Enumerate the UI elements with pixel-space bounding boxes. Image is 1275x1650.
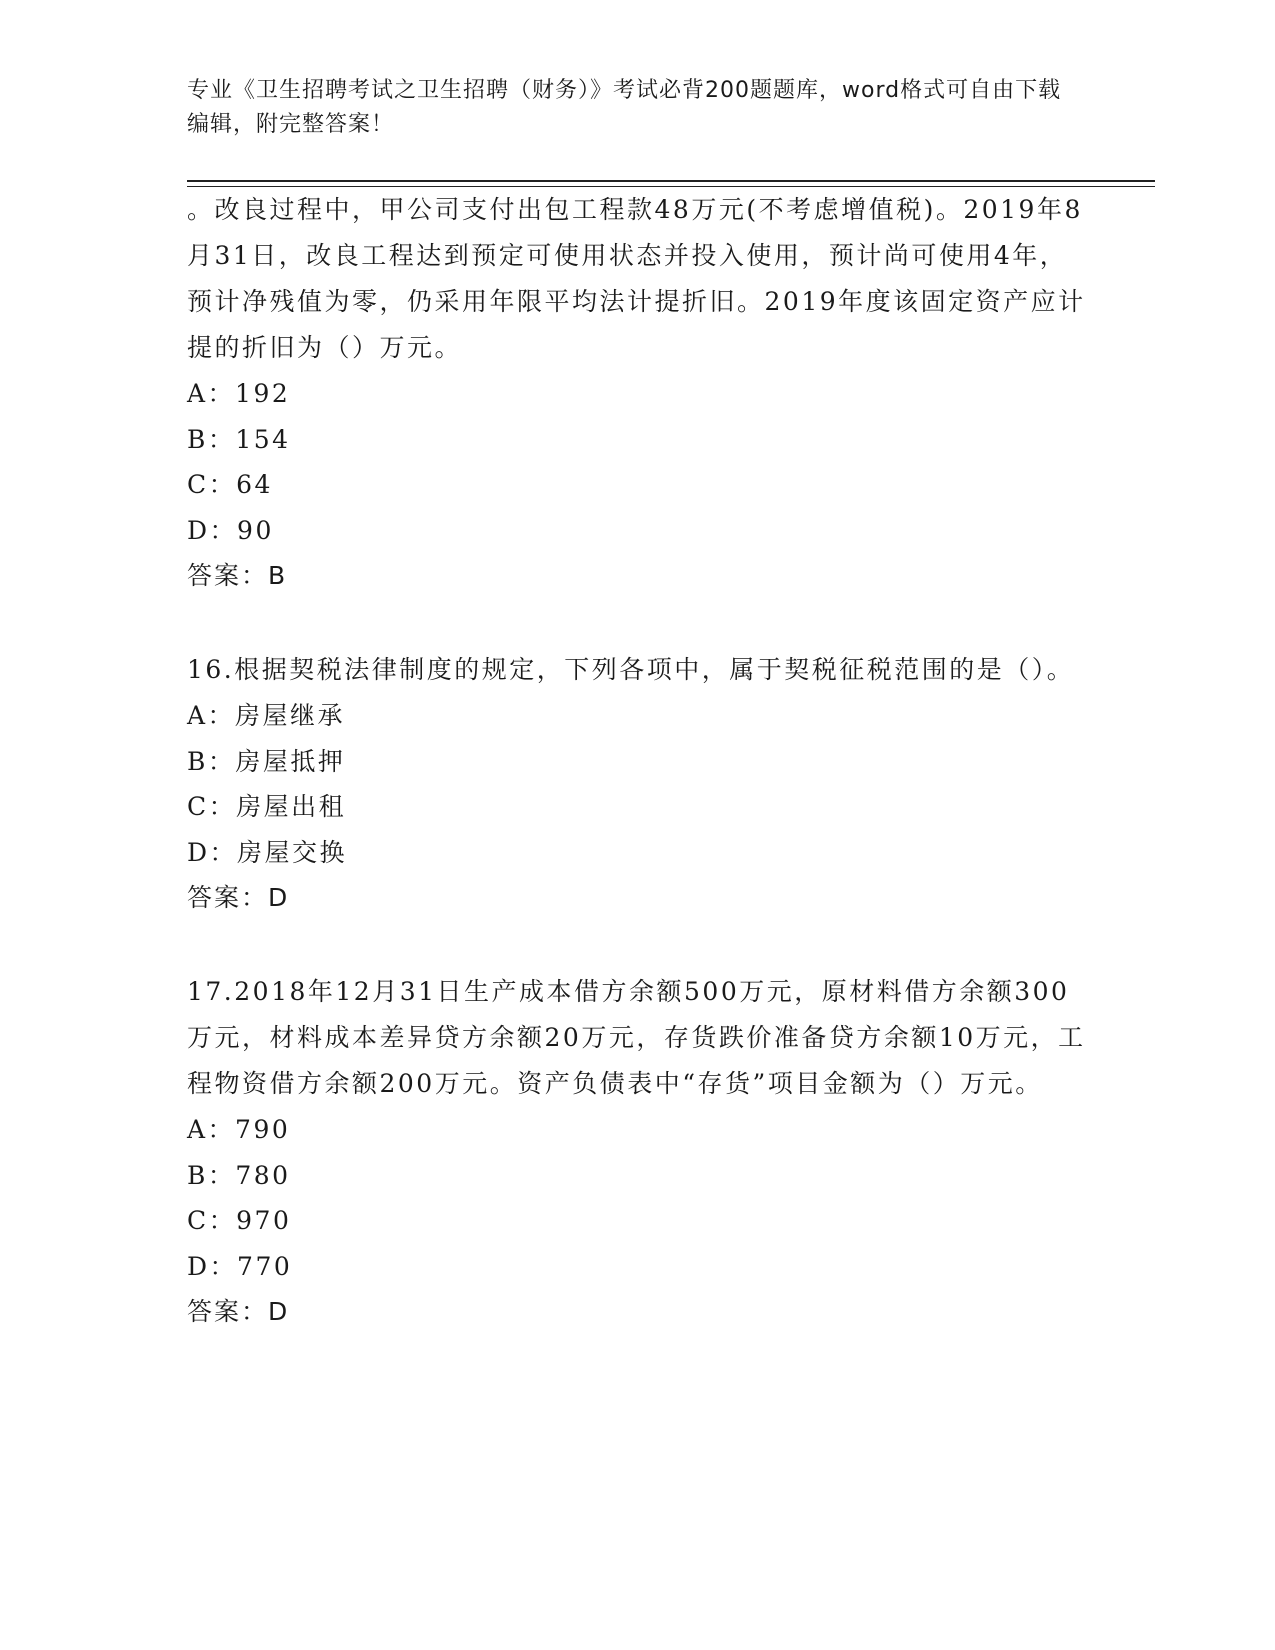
document-header: 专业《卫生招聘考试之卫生招聘（财务）》考试必背200题题库，word格式可自由下载编辑，附完整答案！ xyxy=(187,78,1062,137)
question-17 xyxy=(187,969,1087,1335)
option-a: A：192 xyxy=(187,379,291,408)
question-stem: 16.根据契税法律制度的规定，下列各项中，属于契税征税范围的是（）。 xyxy=(187,655,1075,684)
question-16 xyxy=(187,647,1087,921)
answer: 答案：D xyxy=(187,883,290,912)
option-a: A：790 xyxy=(187,1115,291,1144)
option-d: D：770 xyxy=(187,1251,293,1281)
option-a: A：房屋继承 xyxy=(187,701,346,730)
spacer xyxy=(187,599,1087,647)
option-b: B：154 xyxy=(187,424,291,454)
header-rule-thick xyxy=(187,180,1155,182)
option-c: C：64 xyxy=(187,470,273,499)
answer: 答案：B xyxy=(187,561,288,590)
question-stem: 17.2018年12月31日生产成本借方余额500万元，原材料借方余额300万元，材料成本差异贷方余额20万元，存货跌价准备贷方余额10万元，工程物资借方余额200万元。资产负债表中“存货”项目金额为（）万元。 xyxy=(187,977,1086,1098)
spacer xyxy=(187,921,1087,969)
option-c: C：房屋出租 xyxy=(187,792,347,821)
question-15 xyxy=(187,187,1087,599)
option-c: C：970 xyxy=(187,1206,292,1235)
option-b: B：房屋抵押 xyxy=(187,746,346,776)
option-d: D：90 xyxy=(187,515,274,545)
option-d: D：房屋交换 xyxy=(187,837,348,867)
option-b: B：780 xyxy=(187,1160,291,1190)
question-list xyxy=(187,187,1087,1335)
answer: 答案：D xyxy=(187,1297,290,1326)
question-stem: 。改良过程中，甲公司支付出包工程款48万元(不考虑增值税)。2019年8月31日，改良工程达到预定可使用状态并投入使用，预计尚可使用4年，预计净残值为零，仍采用年限平均法计提折旧。2019年度该固定资产应计提的折旧为（）万元。 xyxy=(187,195,1086,362)
